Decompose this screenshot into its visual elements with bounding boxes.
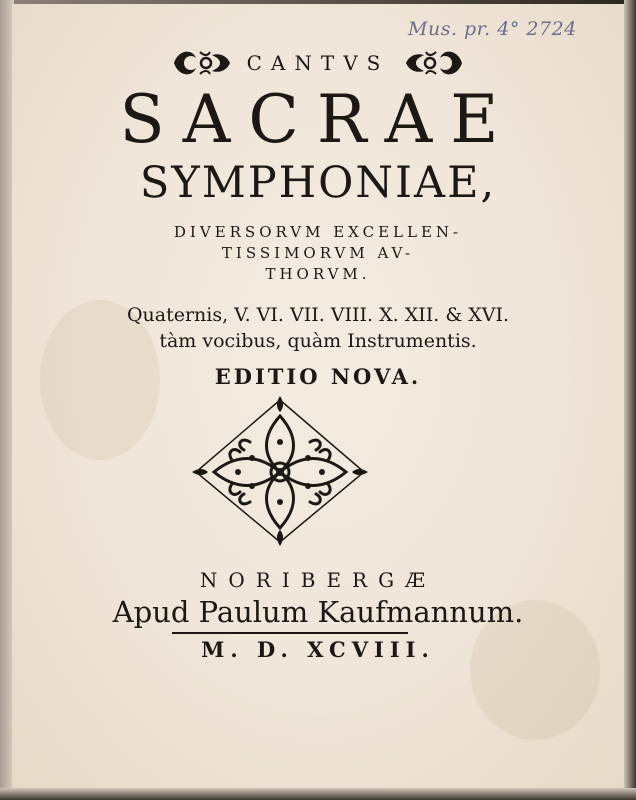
imprint-place: NORIBERGÆ [199, 568, 437, 592]
fleuron-leaf-icon [402, 46, 466, 80]
edition-statement: EDITIO NOVA. [214, 364, 422, 389]
cantus-label: CANTVS [246, 51, 390, 75]
voices-line-1: Quaternis, V. VI. VII. VIII. X. XII. & XVI. [126, 304, 510, 326]
fleuron-leaf-icon [170, 46, 234, 80]
subtitle-line-2: TISSIMORVM AV- [221, 244, 415, 262]
subtitle-line-1: DIVERSORVM EXCELLEN- [173, 223, 463, 241]
title-sacrae: SACRAE [119, 81, 517, 158]
title-symphoniae: SYMPHONIAE, [139, 158, 497, 208]
library-shelfmark: Mus. pr. 4° 2724 [408, 18, 577, 40]
cantus-line [12, 46, 624, 80]
page-edge-bottom [0, 788, 636, 800]
imprint-year: M. D. XCVIII. [201, 637, 435, 662]
page-edge-right [624, 0, 636, 800]
voices-line-2: tàm vocibus, quàm Instrumentis. [159, 330, 477, 352]
imprint-printer: Apud Paulum Kaufmannum. [112, 595, 524, 629]
fleuron-diamond-ornament [192, 396, 368, 546]
imprint-rule [172, 632, 408, 634]
subtitle-line-3: THORVM. [265, 265, 371, 283]
